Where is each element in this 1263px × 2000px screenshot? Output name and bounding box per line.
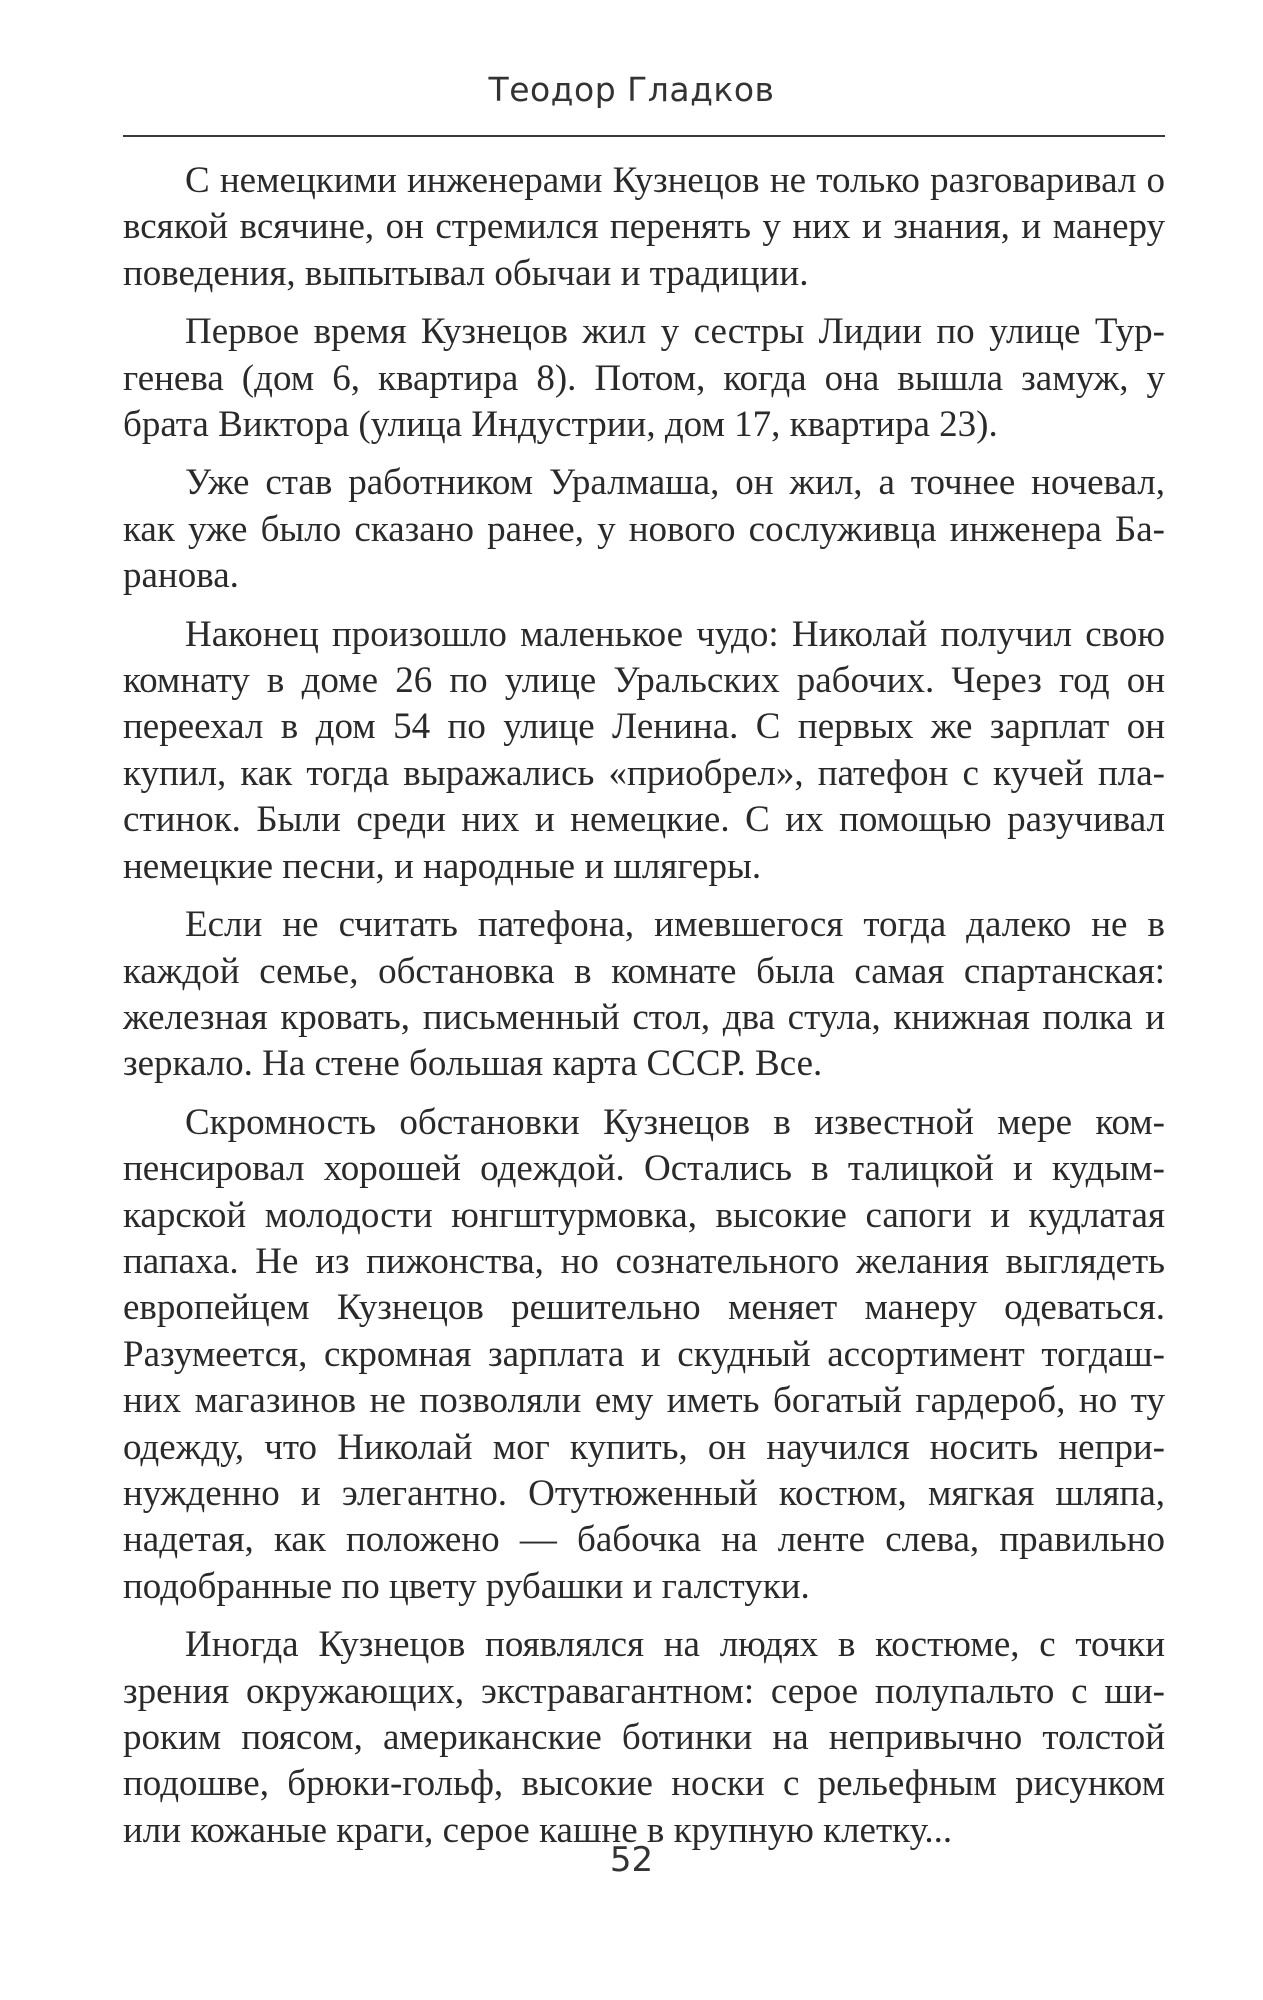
paragraph: С немецкими инженерами Кузнецов не только разговаривал о всякой всячине, он стремился перенять у них и знания, и манеру поведения, выпытывал обычаи и традиции. (123, 160, 1165, 294)
page-number: 52 (609, 1840, 654, 1880)
running-head-title: Теодор Гладков (488, 70, 775, 109)
paragraph: Иногда Кузнецов появлялся на людях в костюме, с точки зрения окружающих, экстравагантном: серое полупальто с широким поясом, американские ботинки на непривычно толстой подошве, брюки-гольф, высокие носки с рельефным рисунком или кожаные краги, серое кашне в крупную клетку... (123, 1624, 1165, 1851)
body-text (123, 158, 1165, 1866)
paragraph: Скромность обстановки Кузнецов в известной мере компенсировал хорошей одеждой. Остались в талицкой и кудымкарской молодости юнгштурмовка, высокие сапоги и кудлатая папаха. Не из пижонства, но сознательного желания выглядеть европейцем Кузнецов решительно меняет манеру одеваться. Разумеется, скромная зарплата и скудный ассортимент тогдашних магазинов не позволяли ему иметь богатый гардероб, но ту одежду, что Николай мог купить, он научился носить непринужденно и элегантно. Отутюженный костюм, мягкая шляпа, надетая, как положено — бабочка на ленте слева, правильно подобранные по цвету рубашки и галстуки. (123, 1101, 1165, 1607)
paragraph: Уже став работником Уралмаша, он жил, а точнее ночевал, как уже было сказано ранее, у нового сослуживца инженера Баранова. (123, 462, 1165, 597)
paragraph: Наконец произошло маленькое чудо: Николай получил свою комнату в доме 26 по улице Уральских рабочих. Через год он переехал в дом 54 по улице Ленина. С первых же зарплат он купил, как тогда выражались «приобрел», патефон с кучей пластинок. Были среди них и немецкие. С их помощью разучивал немецкие песни, и народные и шлягеры. (123, 613, 1165, 887)
header-divider (123, 135, 1165, 137)
paragraph: Если не считать патефона, имевшегося тогда далеко не в каждой семье, обстановка в комнате была самая спартанская: железная кровать, письменный стол, два стула, книжная полка и зеркало. На стене большая карта СССР. Все. (123, 904, 1165, 1085)
paragraph: Первое время Кузнецов жил у сестры Лидии по улице Тургенева (дом 6, квартира 8). Потом, когда она вышла замуж, у брата Виктора (улица Индустрии, дом 17, квартира 23). (123, 311, 1165, 446)
